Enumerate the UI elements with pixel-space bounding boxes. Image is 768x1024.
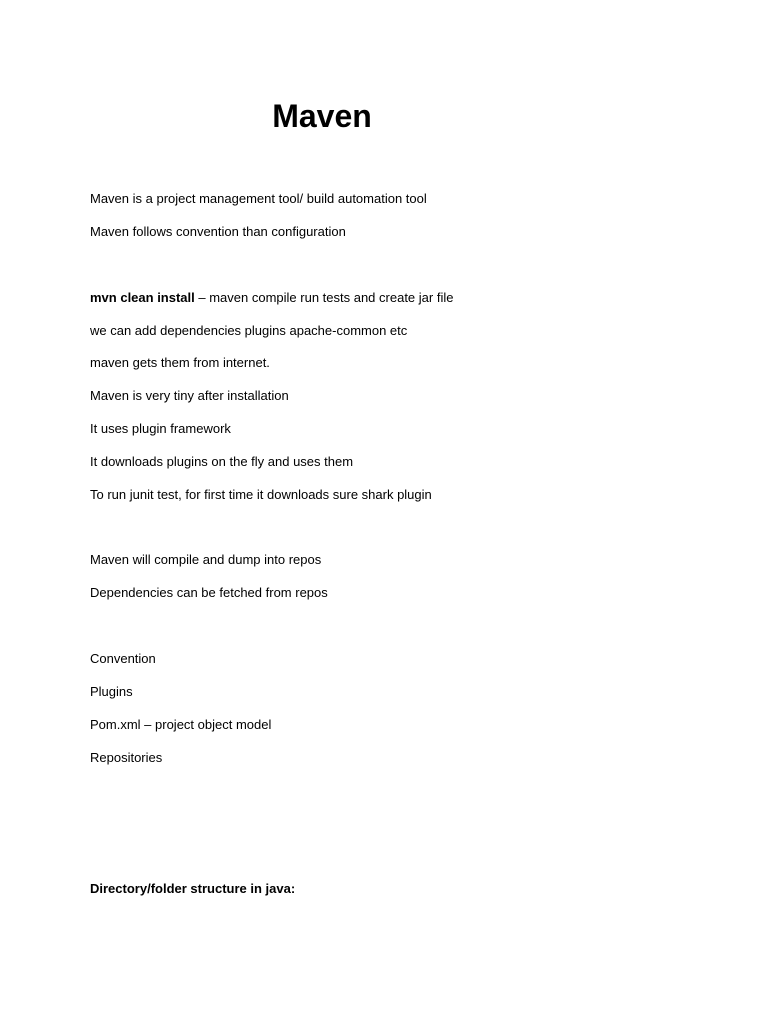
paragraph-project-management: Maven is a project management tool/ build automation tool	[90, 191, 427, 206]
paragraph-downloads-plugins: It downloads plugins on the fly and uses them	[90, 454, 354, 469]
paragraph-mvn-clean-install	[90, 289, 453, 306]
paragraph-convention: Maven follows convention than configuration	[90, 224, 346, 239]
list-item-pom: Pom.xml – project object model	[90, 717, 272, 732]
paragraph-internet: maven gets them from internet.	[90, 355, 270, 370]
paragraph-compile-repos: Maven will compile and dump into repos	[90, 552, 322, 567]
document-title: Maven	[272, 98, 372, 134]
paragraph-junit: To run junit test, for first time it downloads sure shark plugin	[90, 487, 432, 502]
paragraph-dependencies: we can add dependencies plugins apache-common etc	[90, 323, 408, 338]
paragraph-plugin-framework: It uses plugin framework	[90, 421, 231, 436]
list-item-convention: Convention	[90, 651, 156, 666]
command-description: – maven compile run tests and create jar file	[194, 290, 454, 305]
section-heading-directory-structure: Directory/folder structure in java:	[90, 881, 296, 896]
list-item-repositories: Repositories	[90, 750, 163, 765]
paragraph-fetched-repos: Dependencies can be fetched from repos	[90, 585, 328, 600]
paragraph-tiny: Maven is very tiny after installation	[90, 388, 289, 403]
command-text: mvn clean install	[90, 290, 195, 305]
list-item-plugins: Plugins	[90, 684, 133, 699]
